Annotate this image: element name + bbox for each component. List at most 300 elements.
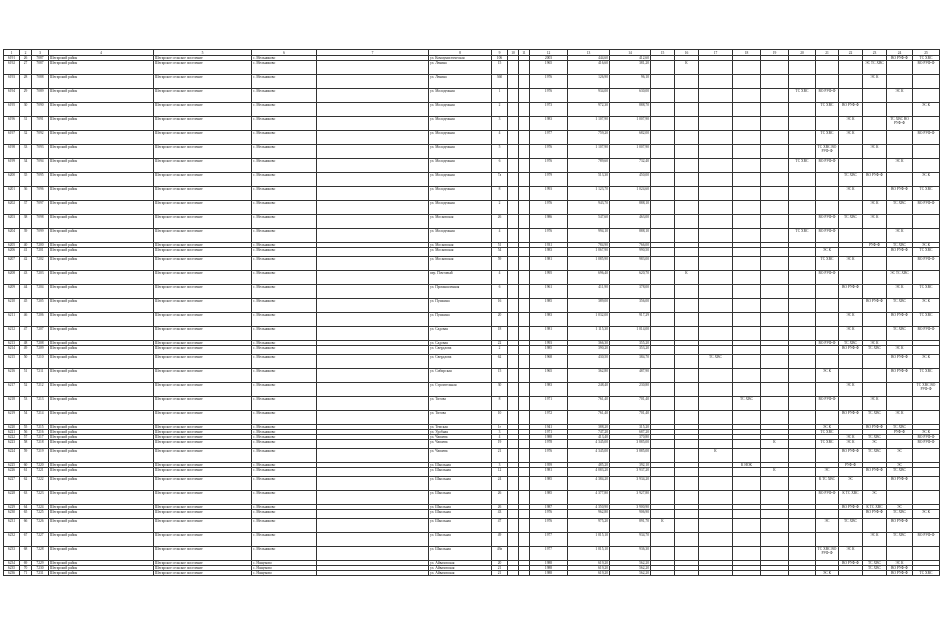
table-cell	[913, 519, 940, 533]
table-cell: 18	[492, 327, 508, 341]
table-cell: 51	[492, 243, 508, 248]
table-cell: 962,80	[568, 510, 610, 519]
table-cell	[651, 383, 675, 397]
table-cell	[816, 346, 839, 355]
table-cell: 39	[20, 229, 32, 243]
column-header-11: 11	[519, 50, 530, 56]
table-row	[4, 449, 940, 463]
table-cell: ВО РУФ-Ф	[913, 257, 940, 271]
table-cell: ТС ХВС	[789, 159, 816, 173]
table-cell: 7229	[32, 561, 49, 566]
table-cell	[508, 571, 519, 576]
table-cell: с. Мельниково	[252, 491, 317, 505]
table-cell: с. Мельниково	[252, 411, 317, 425]
table-cell: 360	[492, 75, 508, 89]
table-cell	[519, 355, 530, 369]
table-cell: 1979	[530, 173, 568, 187]
table-cell: 7228	[32, 547, 49, 561]
table-cell: 57	[20, 435, 32, 440]
table-cell: 1973	[530, 103, 568, 117]
table-cell	[839, 468, 863, 477]
table-cell: ЭС К	[863, 533, 887, 547]
table-cell	[675, 510, 699, 519]
table-cell: 6204	[4, 229, 20, 243]
table-cell	[651, 173, 675, 187]
table-cell: 1985	[530, 491, 568, 505]
table-cell: 315,20	[610, 425, 651, 430]
table-cell: 3 900,90	[610, 505, 651, 510]
table-cell	[789, 145, 816, 159]
table-cell	[317, 187, 429, 201]
table-cell: ВО РУФ-Ф	[816, 491, 839, 505]
table-cell: с. Мельниково	[252, 369, 317, 383]
table-cell	[887, 131, 913, 145]
table-cell: Шегарский район	[49, 243, 154, 248]
column-header-3: 3	[32, 50, 49, 56]
table-cell	[913, 117, 940, 131]
table-cell: 7094	[32, 159, 49, 173]
table-cell: Шегарское сельское поселение	[154, 477, 252, 491]
table-cell	[733, 491, 761, 505]
table-cell	[508, 369, 519, 383]
table-cell	[913, 491, 940, 505]
column-header-17: 17	[699, 50, 733, 56]
column-header-21: 21	[816, 50, 839, 56]
table-cell: 370,80	[610, 435, 651, 440]
table-cell: 1987	[530, 505, 568, 510]
table-cell	[761, 159, 789, 173]
table-cell: 761,40	[568, 411, 610, 425]
table-cell: ул. Московская	[429, 215, 492, 229]
table-cell: 784,90	[568, 243, 610, 248]
table-cell	[863, 257, 887, 271]
table-cell: Шегарское сельское поселение	[154, 131, 252, 145]
table-cell	[651, 215, 675, 229]
table-cell: 1976	[530, 75, 568, 89]
table-cell: 1 107,90	[568, 117, 610, 131]
table-cell: 6219	[4, 411, 20, 425]
table-cell: ВО РУФ-Ф	[887, 187, 913, 201]
table-cell: ТС ХВС	[839, 341, 863, 346]
table-cell: ТС ХВС	[816, 257, 839, 271]
table-cell: 45	[20, 299, 32, 313]
table-cell	[816, 411, 839, 425]
table-cell: ул. Айвазовская	[429, 566, 492, 571]
table-cell	[761, 547, 789, 561]
table-cell: 7088	[32, 75, 49, 89]
table-cell	[699, 187, 733, 201]
table-cell	[675, 519, 699, 533]
table-cell: К	[651, 519, 675, 533]
table-cell: 1976	[530, 145, 568, 159]
table-row	[4, 61, 940, 75]
table-cell: 1965	[530, 369, 568, 383]
table-cell	[317, 397, 429, 411]
table-cell	[675, 103, 699, 117]
table-cell: 8	[492, 397, 508, 411]
table-cell	[699, 285, 733, 299]
table-cell: 917,29	[610, 313, 651, 327]
table-cell: Шегарский район	[49, 103, 154, 117]
table-cell: Шегарское сельское поселение	[154, 248, 252, 257]
table-cell	[519, 491, 530, 505]
table-cell: ЭС	[863, 491, 887, 505]
table-cell: ВО РУФ-Ф	[913, 131, 940, 145]
table-cell: ул. Пушкина	[429, 299, 492, 313]
table-cell: 6228	[4, 491, 20, 505]
table-cell: Шегарское сельское поселение	[154, 491, 252, 505]
table-cell: с. Мельниково	[252, 285, 317, 299]
table-cell	[761, 313, 789, 327]
table-cell: 54	[20, 411, 32, 425]
table-cell	[651, 257, 675, 271]
column-header-2: 2	[20, 50, 32, 56]
table-cell: 6197	[4, 131, 20, 145]
table-cell: 362,80	[568, 369, 610, 383]
table-cell	[789, 327, 816, 341]
table-cell: ВО РУФ-Ф	[863, 468, 887, 477]
table-cell: ЭС К	[839, 313, 863, 327]
table-row	[4, 257, 940, 271]
table-cell: Шегарский район	[49, 299, 154, 313]
table-cell: с. Мельниково	[252, 215, 317, 229]
table-cell: 44	[20, 285, 32, 299]
table-cell: ТС ХВС ВО РУФ-Ф	[887, 117, 913, 131]
table-cell: Шегарский район	[49, 463, 154, 468]
table-cell: с. Мельниково	[252, 355, 317, 369]
table-cell: 1959	[530, 463, 568, 468]
table-cell	[699, 571, 733, 576]
table-cell: 26	[20, 56, 32, 61]
table-cell: 3 885,00	[610, 449, 651, 463]
table-cell	[519, 313, 530, 327]
table-cell: Шегарский район	[49, 285, 154, 299]
table-cell: ул. Промышленная	[429, 285, 492, 299]
table-cell	[789, 383, 816, 397]
table-cell: ул. Чапаева	[429, 440, 492, 449]
table-cell	[839, 229, 863, 243]
table-cell: Шегарский район	[49, 449, 154, 463]
table-cell: 3 927,80	[610, 491, 651, 505]
table-cell: ул. Молодежная	[429, 229, 492, 243]
table-cell	[913, 346, 940, 355]
table-cell: 1 014,00	[610, 327, 651, 341]
table-cell	[789, 117, 816, 131]
table-cell	[913, 229, 940, 243]
table-cell	[761, 510, 789, 519]
table-cell	[675, 449, 699, 463]
table-cell: 1978	[530, 440, 568, 449]
table-row	[4, 229, 940, 243]
table-cell	[789, 449, 816, 463]
table-cell: 356,00	[610, 299, 651, 313]
table-cell: ТС ХВС	[816, 103, 839, 117]
table-cell	[887, 491, 913, 505]
table-cell: ЭС К	[863, 145, 887, 159]
table-cell	[761, 248, 789, 257]
table-cell: ЭС К	[816, 571, 839, 576]
table-cell	[733, 201, 761, 215]
table-cell	[317, 299, 429, 313]
table-cell: 1 123,70	[568, 187, 610, 201]
table-cell: 7214	[32, 411, 49, 425]
table-cell: ул. Школьная	[429, 505, 492, 510]
table-cell: 7231	[32, 571, 49, 576]
table-cell	[317, 411, 429, 425]
table-cell: 1988	[530, 435, 568, 440]
table-cell	[651, 571, 675, 576]
column-header-25: 25	[913, 50, 940, 56]
table-cell: Шегарский район	[49, 468, 154, 477]
table-cell	[699, 346, 733, 355]
table-cell: 6206	[4, 248, 20, 257]
table-cell: 43	[492, 510, 508, 519]
table-cell: Шегарское сельское поселение	[154, 257, 252, 271]
table-cell: 34	[20, 159, 32, 173]
table-cell: 52	[20, 383, 32, 397]
table-cell	[519, 468, 530, 477]
table-cell: с. Нащеково	[252, 566, 317, 571]
table-cell	[789, 355, 816, 369]
table-cell: Шегарский район	[49, 327, 154, 341]
table-cell: Шегарское сельское поселение	[154, 425, 252, 430]
table-cell: К	[761, 468, 789, 477]
table-cell	[675, 215, 699, 229]
table-cell	[733, 519, 761, 533]
table-cell: ТС ХВС	[887, 201, 913, 215]
table-cell: 789,60	[568, 159, 610, 173]
table-row	[4, 327, 940, 341]
table-cell: Шегарский район	[49, 257, 154, 271]
table-cell: Шегарский район	[49, 533, 154, 547]
table-cell	[699, 89, 733, 103]
table-cell	[733, 61, 761, 75]
table-cell	[789, 285, 816, 299]
table-cell: ул. Темская	[429, 425, 492, 430]
table-cell	[733, 145, 761, 159]
table-cell: ЭС	[863, 440, 887, 449]
table-cell: ВО РУФ-Ф	[887, 477, 913, 491]
data-table	[3, 49, 940, 576]
table-cell: 6210	[4, 299, 20, 313]
table-cell: 1983	[530, 248, 568, 257]
table-cell: 6233	[4, 547, 20, 561]
table-cell: ЭС К	[887, 346, 913, 355]
table-cell	[789, 397, 816, 411]
table-cell: 732,40	[610, 159, 651, 173]
table-cell	[519, 61, 530, 75]
table-cell	[519, 449, 530, 463]
table-cell: 6223	[4, 440, 20, 449]
table-cell	[839, 533, 863, 547]
table-cell	[761, 271, 789, 285]
table-cell	[733, 75, 761, 89]
table-cell: ЭС К	[887, 229, 913, 243]
table-cell: ул. Коммунистическая	[429, 56, 492, 61]
table-cell	[789, 369, 816, 383]
table-cell: Шегарское сельское поселение	[154, 430, 252, 435]
column-header-18: 18	[733, 50, 761, 56]
table-cell: ул. Айвазовская	[429, 571, 492, 576]
table-cell: Шегарское сельское поселение	[154, 299, 252, 313]
table-cell	[839, 369, 863, 383]
table-cell: Шегарское сельское поселение	[154, 571, 252, 576]
table-cell	[651, 285, 675, 299]
table-cell: 4 345,00	[568, 449, 610, 463]
table-cell: Шегарский район	[49, 215, 154, 229]
table-cell: с. Мельниково	[252, 159, 317, 173]
table-cell: 1986	[530, 215, 568, 229]
table-cell	[789, 491, 816, 505]
table-cell	[699, 131, 733, 145]
table-row	[4, 477, 940, 491]
table-cell: 562,20	[610, 561, 651, 566]
table-cell: 43	[20, 271, 32, 285]
table-row	[4, 533, 940, 547]
table-cell: 6195	[4, 103, 20, 117]
table-cell	[839, 299, 863, 313]
table-cell	[887, 61, 913, 75]
table-cell: ул. Школьная	[429, 463, 492, 468]
table-cell	[675, 173, 699, 187]
table-cell	[508, 533, 519, 547]
table-cell: 96,10	[610, 75, 651, 89]
table-cell: ВО РУФ-Ф	[816, 215, 839, 229]
table-cell: ул. Айвазовская	[429, 561, 492, 566]
table-cell	[675, 187, 699, 201]
table-cell	[651, 449, 675, 463]
table-cell: ул. Молодежная	[429, 89, 492, 103]
table-cell	[863, 117, 887, 131]
table-cell	[519, 346, 530, 355]
table-cell: 6199	[4, 159, 20, 173]
table-cell: Шегарский район	[49, 411, 154, 425]
table-cell: 53	[20, 397, 32, 411]
table-cell: Шегарский район	[49, 248, 154, 257]
table-cell	[839, 145, 863, 159]
table-cell: 1976	[530, 201, 568, 215]
table-cell	[317, 313, 429, 327]
table-cell: Шегарское сельское поселение	[154, 243, 252, 248]
column-header-10: 10	[508, 50, 519, 56]
table-cell	[651, 248, 675, 257]
table-cell: РУФ-Ф	[887, 430, 913, 435]
table-cell: 6196	[4, 117, 20, 131]
table-cell: 65	[20, 510, 32, 519]
table-cell: ул. Школьная	[429, 477, 492, 491]
table-cell	[887, 440, 913, 449]
table-row	[4, 491, 940, 505]
table-cell: ЭС	[816, 519, 839, 533]
table-cell	[519, 173, 530, 187]
table-cell	[675, 117, 699, 131]
table-cell: 687,20	[610, 430, 651, 435]
table-cell: ВО РУФ-Ф	[887, 56, 913, 61]
table-cell: Шегарское сельское поселение	[154, 505, 252, 510]
table-cell: 35	[20, 173, 32, 187]
table-cell: 7209	[32, 346, 49, 355]
table-cell: Шегарский район	[49, 187, 154, 201]
table-cell: с. Мельниково	[252, 383, 317, 397]
table-cell: с. Мельниково	[252, 346, 317, 355]
table-cell: 55	[20, 425, 32, 430]
table-cell: 6209	[4, 285, 20, 299]
table-cell	[699, 257, 733, 271]
table-cell: Шегарское сельское поселение	[154, 449, 252, 463]
table-cell	[816, 355, 839, 369]
table-cell: ВО РУФ-Ф	[913, 435, 940, 440]
table-cell: 26	[492, 215, 508, 229]
table-cell	[519, 131, 530, 145]
table-cell: с. Мельниково	[252, 257, 317, 271]
table-cell: 943,70	[568, 201, 610, 215]
table-cell: 126,90	[568, 75, 610, 89]
table-row	[4, 187, 940, 201]
table-cell: Шегарское сельское поселение	[154, 341, 252, 346]
table-cell	[317, 346, 429, 355]
table-row	[4, 355, 940, 369]
table-cell: с. Нащеково	[252, 561, 317, 566]
table-cell: 1995	[530, 271, 568, 285]
table-cell: Шегарский район	[49, 145, 154, 159]
table-cell: 2	[492, 103, 508, 117]
table-cell: 1977	[530, 533, 568, 547]
table-cell: 1976	[530, 229, 568, 243]
table-cell: ТС ХВС	[887, 533, 913, 547]
table-cell	[839, 271, 863, 285]
table-cell	[651, 187, 675, 201]
table-cell: 4 377,80	[568, 491, 610, 505]
table-cell: ВО РУФ-Ф	[863, 173, 887, 187]
table-cell: 29	[20, 89, 32, 103]
table-cell: 1 032,00	[568, 313, 610, 327]
table-cell	[675, 440, 699, 449]
table-cell: Шегарское сельское поселение	[154, 229, 252, 243]
table-cell: 1993	[530, 187, 568, 201]
table-cell: ул. Московская	[429, 257, 492, 271]
table-cell: ТС ХВС	[913, 369, 940, 383]
table-cell: ВО РУФ-Ф	[913, 201, 940, 215]
table-cell: 7200	[32, 243, 49, 248]
table-cell	[761, 285, 789, 299]
table-cell: 3	[492, 463, 508, 468]
table-cell	[519, 327, 530, 341]
table-cell: ул. Школьная	[429, 510, 492, 519]
table-cell: 7095	[32, 173, 49, 187]
table-cell: с. Мельниково	[252, 103, 317, 117]
table-cell	[675, 383, 699, 397]
table-cell: 36	[20, 187, 32, 201]
table-cell	[508, 173, 519, 187]
table-cell	[761, 187, 789, 201]
table-cell	[651, 547, 675, 561]
table-cell: 411,90	[568, 285, 610, 299]
table-cell: Шегарское сельское поселение	[154, 397, 252, 411]
table-cell: 6232	[4, 533, 20, 547]
table-cell: Шегарский район	[49, 397, 154, 411]
table-row	[4, 510, 940, 519]
table-cell: с. Мельниково	[252, 505, 317, 510]
table-cell: Шегарский район	[49, 346, 154, 355]
table-cell	[508, 449, 519, 463]
table-cell: 759,20	[568, 131, 610, 145]
table-cell	[863, 547, 887, 561]
table-cell: Шегарский район	[49, 571, 154, 576]
table-cell: 6191	[4, 56, 20, 61]
table-cell	[913, 215, 940, 229]
column-header-16: 16	[675, 50, 699, 56]
table-cell: 7223	[32, 491, 49, 505]
